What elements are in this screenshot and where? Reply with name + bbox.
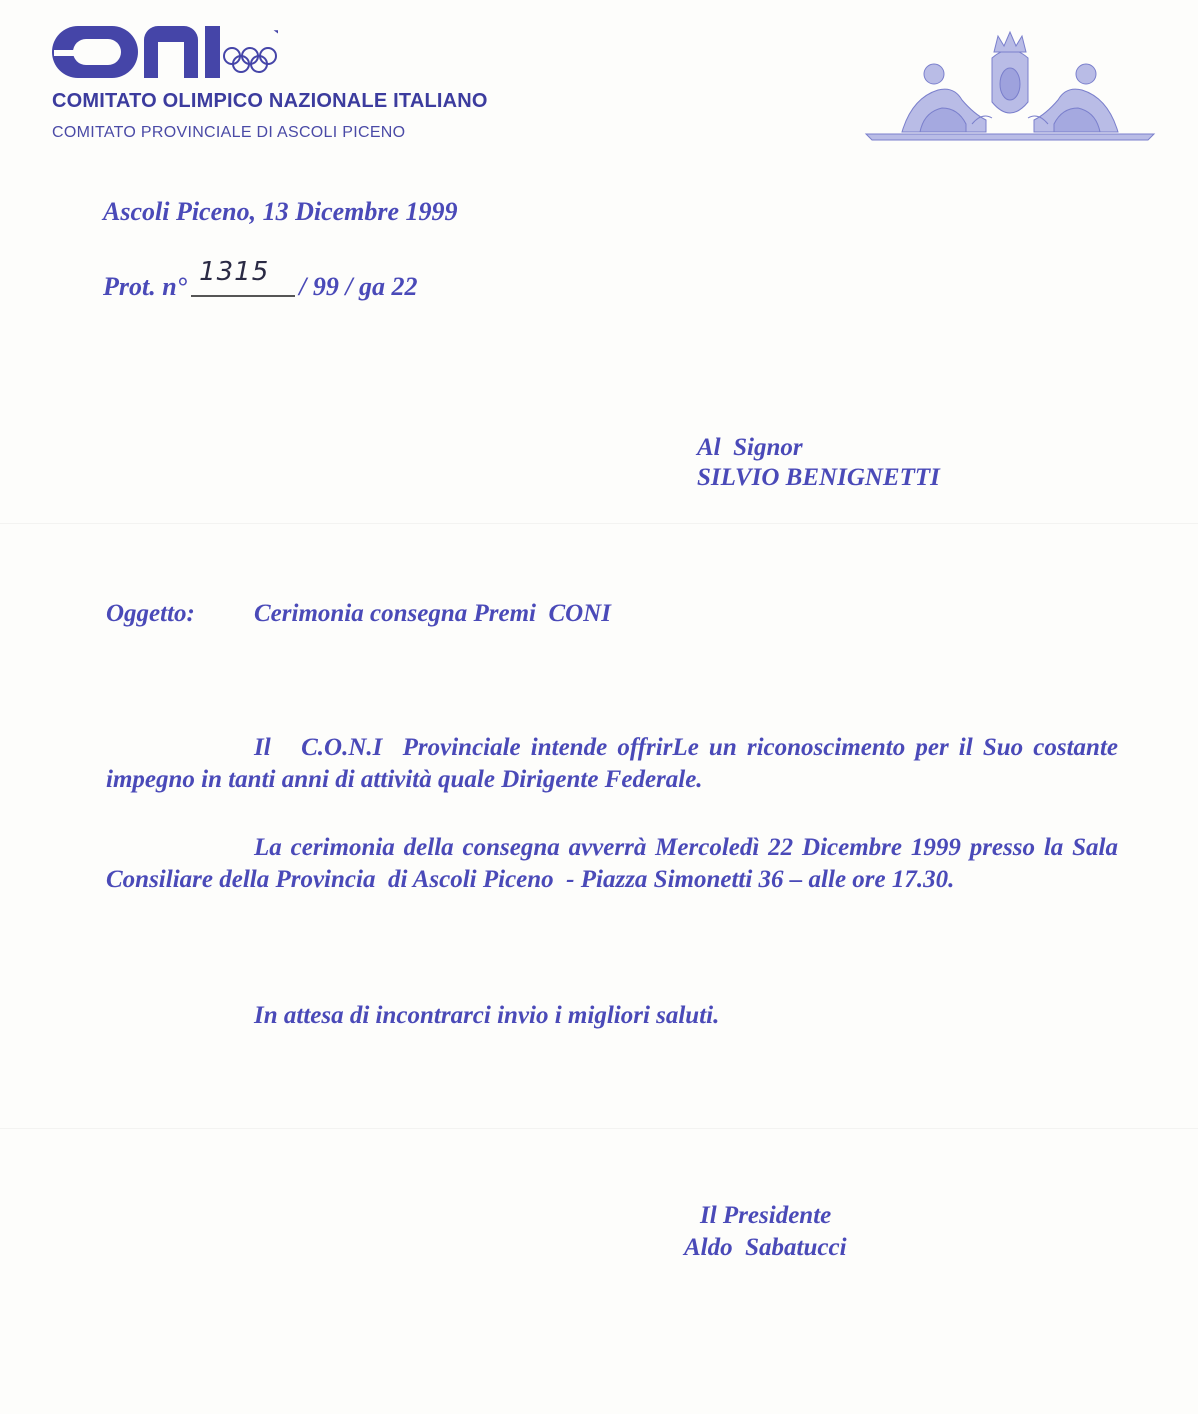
recipient-name: SILVIO BENIGNETTI [697, 464, 940, 491]
paper-fold-line [0, 523, 1198, 524]
closing-line: In attesa di incontrarci invio i migliori saluti. [254, 1002, 720, 1029]
body-paragraph: Il C.O.N.I Provinciale intende offrirLe un riconoscimento per il Suo costante impegno in tanti anni di attività quale Dirigente Federale. [106, 734, 1125, 793]
recipient-salutation: Al Signor [697, 434, 803, 461]
protocol-number-handwritten: 1315 [199, 257, 270, 287]
organization-name: COMITATO OLIMPICO NAZIONALE ITALIANO [52, 90, 488, 112]
paper-fold-line [0, 1128, 1198, 1129]
protocol-suffix: / 99 / ga 22 [299, 272, 418, 301]
place-and-date: Ascoli Piceno, 13 Dicembre 1999 [103, 197, 458, 226]
subject-text: Cerimonia consegna Premi CONI [254, 600, 611, 627]
organization-subtitle: COMITATO PROVINCIALE DI ASCOLI PICENO [52, 124, 406, 141]
subject-label: Oggetto: [106, 600, 195, 627]
crest-illustration [862, 28, 1158, 146]
signature-title: Il Presidente [700, 1202, 832, 1229]
protocol-number-field [191, 257, 295, 297]
body-paragraph: La cerimonia della consegna avverrà Mercoledì 22 Dicembre 1999 presso la Sala Consiliare della Provincia di Ascoli Piceno - Piazza Simonetti 36 – alle ore 17.30. [106, 834, 1125, 893]
coni-logo [52, 22, 278, 82]
signature-name: Aldo Sabatucci [684, 1234, 847, 1261]
protocol-line [103, 257, 418, 302]
protocol-prefix: Prot. n° [103, 272, 188, 301]
